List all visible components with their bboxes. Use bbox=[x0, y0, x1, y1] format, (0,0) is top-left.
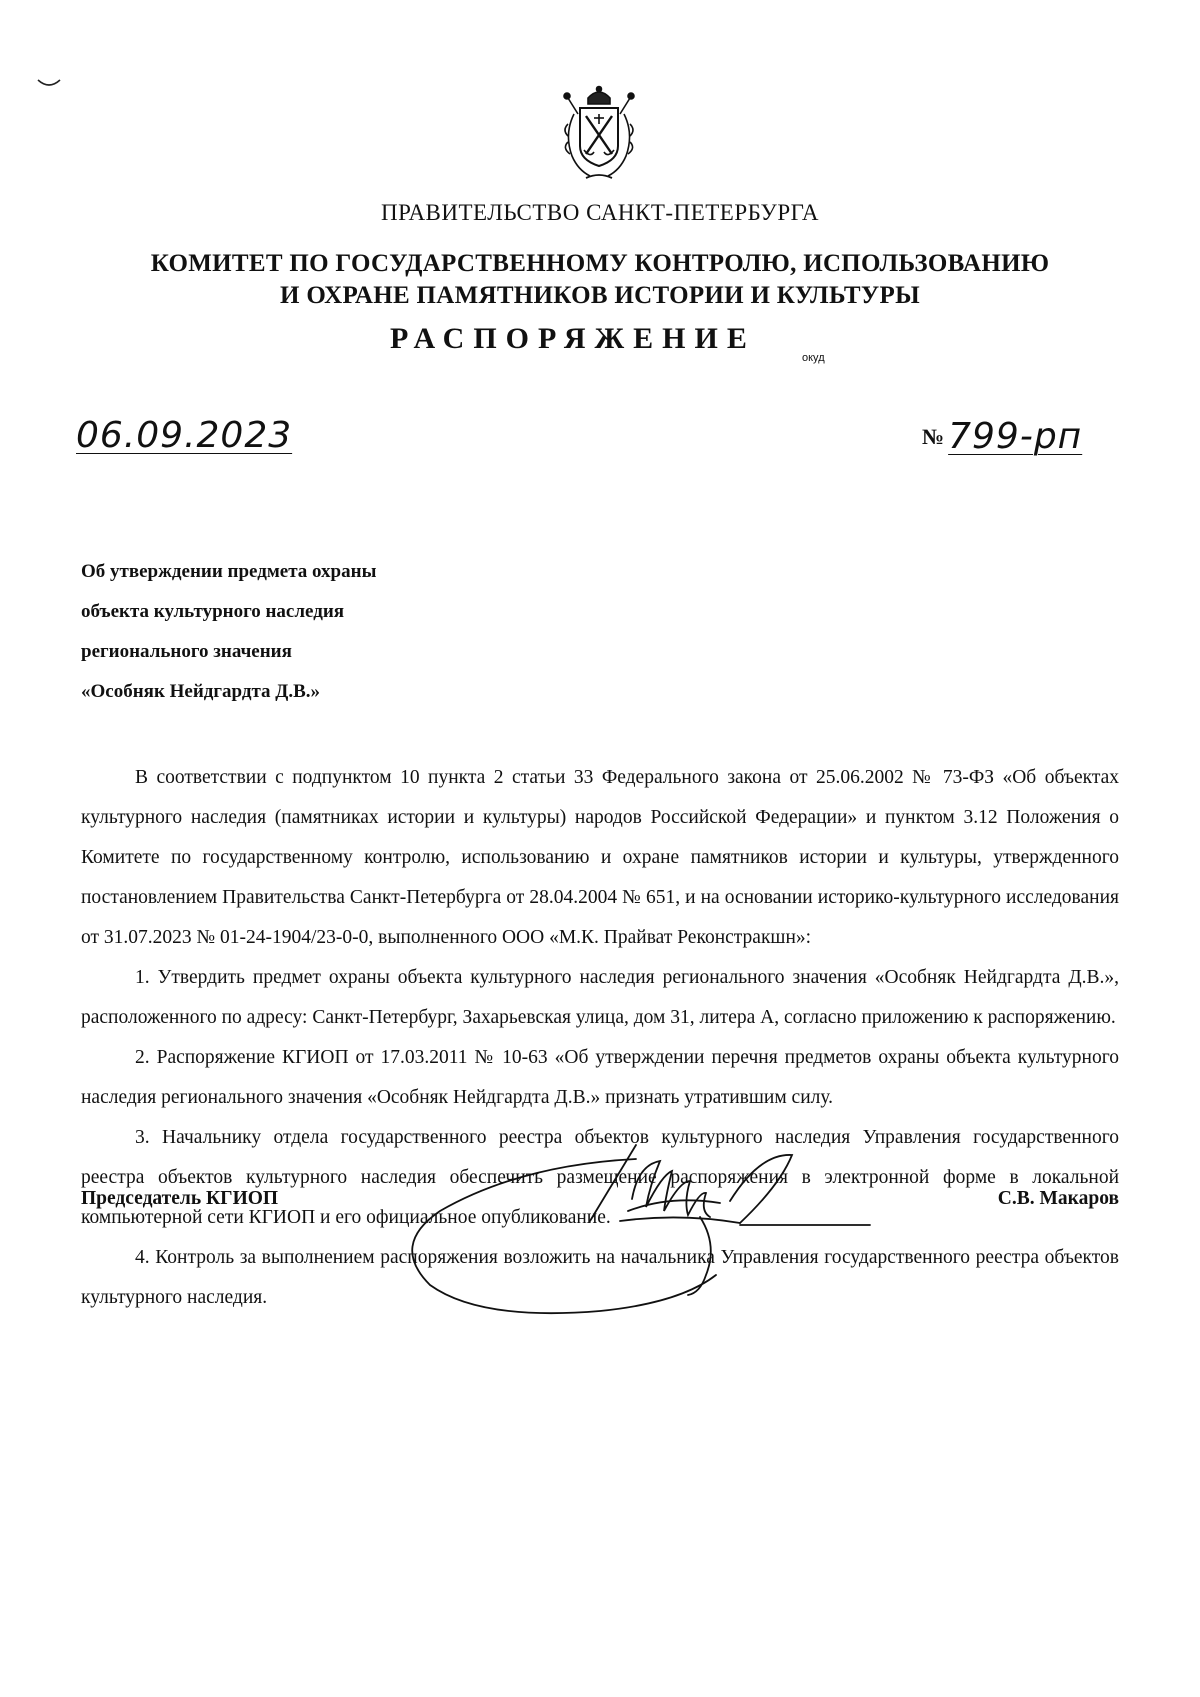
committee-line-2: И ОХРАНЕ ПАМЯТНИКОВ ИСТОРИИ И КУЛЬТУРЫ bbox=[280, 282, 920, 309]
subject-line: объекта культурного наследия bbox=[81, 601, 345, 622]
signature-row bbox=[81, 1188, 1119, 1268]
clause-2: 2. Распоряжение КГИОП от 17.03.2011 № 10-63 «Об утверждении перечня предметов охраны объекта культурного наследия регионального значения «Особняк Нейдгардта Д.В.» признать утратившим силу. bbox=[81, 1047, 1119, 1108]
subject-line: Об утверждении предмета охраны bbox=[81, 561, 377, 582]
clause-1: 1. Утвердить предмет охраны объекта культурного наследия регионального значения «Особняк Нейдгардта Д.В.», расположенного по адресу: Санкт-Петербург, Захарьевская улица, дом 31, литера А, согласно приложению к распоряжению. bbox=[81, 967, 1119, 1028]
clause-4: 4. Контроль за выполнением распоряжения возложить на начальника Управления государственного реестра объектов культурного наследия. bbox=[81, 1247, 1119, 1308]
coat-of-arms-icon bbox=[554, 84, 644, 184]
signatory-position: Председатель КГИОП bbox=[81, 1188, 279, 1209]
preamble-paragraph: В соответствии с подпунктом 10 пункта 2 статьи 33 Федерального закона от 25.06.2002 № 73-ФЗ «Об объектах культурного наследия (памятниках истории и культуры) народов Российской Федерации» и пунктом 3.12 Положения о Комитете по государственному контролю, использованию и охране памятников истории и культуры, утвержденного постановлением Правительства Санкт-Петербурга от 28.04.2004 № 651, и на основании историко-культурного исследования от 31.07.2023 № 01-24-1904/23-0-0, выполненного ООО «М.К. Прайват Реконстракшн»: bbox=[81, 767, 1119, 948]
scan-mark-icon bbox=[36, 76, 62, 90]
document-date: 06.09.2023 bbox=[76, 415, 293, 456]
number-value: 799-рп bbox=[948, 416, 1083, 457]
clause-3: 3. Начальнику отдела государственного реестра объектов культурного наследия Управления государственного реестра объектов культурного наследия обеспечить размещение распоряжения в электронной форме в локальной компьютерной сети КГИОП и его официальное опубликование. bbox=[81, 1127, 1119, 1228]
document-type: РАСПОРЯЖЕНИЕ bbox=[390, 322, 756, 355]
subject-line: «Особняк Нейдгардта Д.В.» bbox=[81, 681, 321, 702]
document-number bbox=[922, 416, 1082, 457]
committee-name bbox=[60, 248, 1140, 312]
number-sign: № bbox=[922, 424, 945, 449]
document-subject bbox=[81, 552, 561, 712]
government-name: ПРАВИТЕЛЬСТВО САНКТ-ПЕТЕРБУРГА bbox=[380, 200, 820, 225]
okud-label: окуд bbox=[802, 352, 825, 364]
committee-line-1: КОМИТЕТ ПО ГОСУДАРСТВЕННОМУ КОНТРОЛЮ, ИСПОЛЬЗОВАНИЮ bbox=[150, 250, 1050, 277]
signatory-name: С.В. Макаров bbox=[997, 1188, 1119, 1209]
subject-line: регионального значения bbox=[81, 641, 292, 662]
